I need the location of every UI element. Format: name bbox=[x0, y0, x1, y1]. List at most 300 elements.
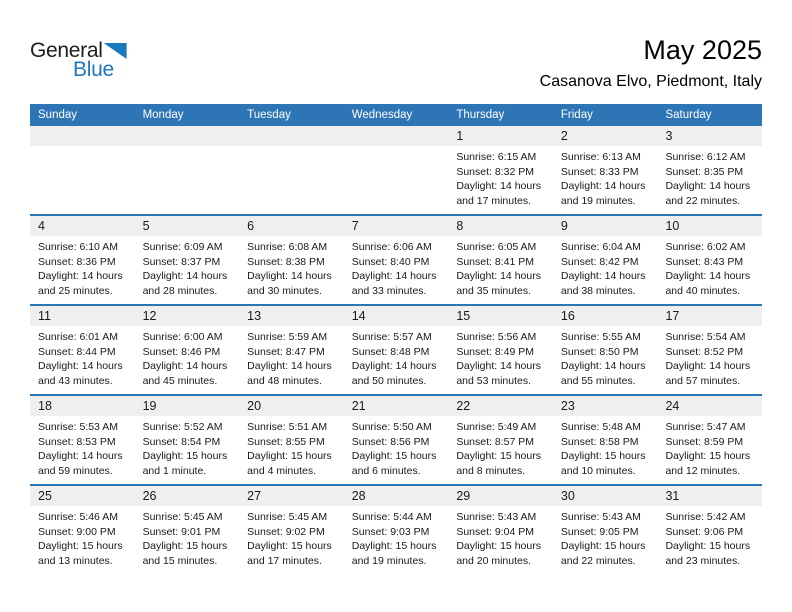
sunset-line bbox=[456, 255, 547, 270]
date-number: 1 bbox=[448, 126, 553, 146]
date-number: 23 bbox=[553, 396, 658, 416]
daylight-line bbox=[665, 179, 756, 208]
daylight-value: 14 hours and 25 minutes. bbox=[38, 270, 123, 297]
sunrise-line bbox=[143, 420, 234, 435]
day-cell-6 bbox=[239, 216, 344, 304]
sunset-value: 9:00 PM bbox=[76, 525, 116, 538]
day-cell-18 bbox=[30, 396, 135, 484]
sunset-label: Sunset: bbox=[38, 255, 74, 268]
sunset-line bbox=[561, 165, 652, 180]
daylight-line bbox=[456, 449, 547, 478]
daylight-value: 14 hours and 30 minutes. bbox=[247, 270, 332, 297]
daylight-value: 14 hours and 28 minutes. bbox=[142, 270, 228, 297]
sunset-line bbox=[143, 435, 234, 450]
sunrise-value: 6:04 AM bbox=[602, 241, 641, 253]
sunrise-label: Sunrise: bbox=[560, 151, 600, 163]
weekday-header-row bbox=[30, 104, 762, 126]
week-row-1 bbox=[30, 126, 762, 214]
date-number: 12 bbox=[135, 306, 240, 326]
sunrise-line bbox=[352, 330, 443, 345]
sunset-line bbox=[665, 345, 756, 360]
sunrise-label: Sunrise: bbox=[351, 511, 391, 523]
sunset-value: 8:43 PM bbox=[704, 255, 744, 268]
daylight-value: 15 hours and 23 minutes. bbox=[665, 540, 751, 567]
sunrise-value: 6:01 AM bbox=[79, 331, 118, 343]
daylight-label: Daylight: bbox=[665, 270, 707, 283]
logo-text-blue: Blue bbox=[73, 58, 114, 81]
day-cell-16 bbox=[553, 306, 658, 394]
day-cell-26 bbox=[135, 486, 240, 574]
sunset-line bbox=[665, 525, 756, 540]
sunset-label: Sunset: bbox=[247, 525, 283, 538]
sunset-line bbox=[38, 435, 129, 450]
daylight-label: Daylight: bbox=[38, 450, 79, 463]
daylight-line bbox=[38, 269, 129, 298]
sunset-label: Sunset: bbox=[351, 435, 388, 448]
sunset-label: Sunset: bbox=[247, 435, 283, 448]
sunset-label: Sunset: bbox=[665, 165, 702, 178]
calendar-table bbox=[30, 104, 762, 574]
daylight-value: 14 hours and 17 minutes. bbox=[456, 180, 541, 207]
sunset-value: 8:49 PM bbox=[494, 345, 534, 358]
sunset-label: Sunset: bbox=[665, 345, 702, 358]
day-cell-31 bbox=[657, 486, 762, 574]
sunrise-label: Sunrise: bbox=[456, 241, 495, 253]
sunrise-label: Sunrise: bbox=[247, 511, 286, 523]
daylight-line bbox=[352, 359, 443, 388]
daylight-line bbox=[561, 449, 652, 478]
daylight-line bbox=[38, 449, 129, 478]
sunrise-value: 6:10 AM bbox=[79, 241, 118, 253]
daylight-value: 15 hours and 8 minutes. bbox=[456, 450, 541, 477]
sunset-value: 8:55 PM bbox=[285, 435, 325, 448]
sunrise-value: 5:43 AM bbox=[497, 511, 537, 523]
daylight-label: Daylight: bbox=[665, 360, 707, 373]
sunset-value: 8:54 PM bbox=[181, 435, 221, 448]
sunset-line bbox=[38, 525, 129, 540]
sunset-label: Sunset: bbox=[142, 435, 179, 448]
sunrise-line bbox=[561, 330, 652, 345]
sunset-value: 9:03 PM bbox=[390, 525, 430, 538]
sunrise-label: Sunrise: bbox=[560, 331, 600, 343]
sunset-value: 8:37 PM bbox=[181, 255, 221, 268]
daylight-value: 15 hours and 1 minute. bbox=[142, 450, 228, 477]
sunrise-line bbox=[665, 420, 756, 435]
daylight-label: Daylight: bbox=[560, 540, 602, 553]
date-number: 28 bbox=[344, 486, 449, 506]
daylight-label: Daylight: bbox=[351, 270, 393, 283]
daylight-value: 14 hours and 57 minutes. bbox=[665, 360, 751, 387]
date-number: 31 bbox=[657, 486, 762, 506]
sunrise-label: Sunrise: bbox=[247, 421, 286, 433]
day-info bbox=[657, 236, 762, 298]
daylight-line bbox=[143, 539, 234, 568]
daylight-line bbox=[247, 539, 338, 568]
sunset-label: Sunset: bbox=[560, 165, 597, 178]
daylight-label: Daylight: bbox=[38, 360, 79, 373]
sunset-label: Sunset: bbox=[456, 165, 492, 178]
daylight-label: Daylight: bbox=[351, 540, 393, 553]
sunrise-line bbox=[352, 420, 443, 435]
sunrise-value: 5:42 AM bbox=[706, 511, 746, 523]
daylight-line bbox=[143, 359, 234, 388]
sunrise-value: 5:55 AM bbox=[602, 331, 641, 343]
sunrise-line bbox=[247, 420, 338, 435]
daylight-label: Daylight: bbox=[456, 540, 498, 553]
day-info bbox=[30, 506, 135, 568]
sunset-label: Sunset: bbox=[665, 435, 702, 448]
day-cell-14 bbox=[344, 306, 449, 394]
weekday-header-friday: Friday bbox=[560, 109, 593, 121]
sunrise-label: Sunrise: bbox=[665, 421, 704, 433]
sunset-value: 8:48 PM bbox=[390, 345, 430, 358]
date-number: 3 bbox=[657, 126, 762, 146]
sunrise-value: 6:13 AM bbox=[602, 151, 641, 163]
date-number: 24 bbox=[657, 396, 762, 416]
date-number: 13 bbox=[239, 306, 344, 326]
date-strip-empty bbox=[30, 126, 135, 146]
daylight-line bbox=[456, 539, 547, 568]
sunset-value: 8:58 PM bbox=[599, 435, 639, 448]
sunset-value: 8:38 PM bbox=[285, 255, 325, 268]
sunrise-value: 6:05 AM bbox=[497, 241, 537, 253]
daylight-label: Daylight: bbox=[247, 270, 289, 283]
date-number: 10 bbox=[657, 216, 762, 236]
sunset-value: 8:33 PM bbox=[599, 165, 639, 178]
sunset-line bbox=[143, 525, 234, 540]
week-row-5 bbox=[30, 484, 762, 574]
sunrise-value: 5:45 AM bbox=[288, 511, 328, 523]
sunset-value: 8:42 PM bbox=[599, 255, 639, 268]
day-info bbox=[448, 326, 553, 388]
day-cell-2 bbox=[553, 126, 658, 214]
sunset-line bbox=[352, 525, 443, 540]
logo-triangle-icon bbox=[104, 43, 127, 59]
date-number: 22 bbox=[448, 396, 553, 416]
week-row-3 bbox=[30, 304, 762, 394]
sunset-line bbox=[247, 525, 338, 540]
sunrise-label: Sunrise: bbox=[38, 241, 77, 253]
logo-text-general: General bbox=[30, 39, 103, 62]
daylight-value: 15 hours and 13 minutes. bbox=[38, 540, 123, 567]
sunset-value: 9:02 PM bbox=[285, 525, 325, 538]
sunset-value: 8:50 PM bbox=[599, 345, 639, 358]
sunset-label: Sunset: bbox=[456, 345, 492, 358]
day-info bbox=[344, 326, 449, 388]
weekday-header-saturday: Saturday bbox=[665, 109, 712, 121]
sunset-value: 8:44 PM bbox=[76, 345, 116, 358]
sunrise-line bbox=[38, 240, 129, 255]
daylight-line bbox=[561, 179, 652, 208]
sunset-value: 9:01 PM bbox=[181, 525, 221, 538]
sunrise-value: 5:48 AM bbox=[602, 421, 641, 433]
daylight-label: Daylight: bbox=[247, 360, 289, 373]
sunrise-label: Sunrise: bbox=[560, 511, 600, 523]
sunrise-label: Sunrise: bbox=[351, 241, 391, 253]
daylight-value: 14 hours and 43 minutes. bbox=[38, 360, 123, 387]
daylight-value: 14 hours and 50 minutes. bbox=[351, 360, 437, 387]
sunset-label: Sunset: bbox=[142, 525, 179, 538]
daylight-value: 14 hours and 35 minutes. bbox=[456, 270, 541, 297]
daylight-label: Daylight: bbox=[560, 270, 602, 283]
weekday-header-tuesday: Tuesday bbox=[247, 109, 291, 121]
date-number: 14 bbox=[344, 306, 449, 326]
sunrise-line bbox=[38, 510, 129, 525]
daylight-value: 15 hours and 22 minutes. bbox=[560, 540, 646, 567]
date-number: 16 bbox=[553, 306, 658, 326]
sunset-label: Sunset: bbox=[351, 525, 388, 538]
sunrise-label: Sunrise: bbox=[38, 331, 77, 343]
sunrise-label: Sunrise: bbox=[456, 511, 495, 523]
week-row-4 bbox=[30, 394, 762, 484]
sunset-label: Sunset: bbox=[560, 525, 597, 538]
sunset-value: 8:35 PM bbox=[704, 165, 744, 178]
date-strip-empty bbox=[239, 126, 344, 146]
sunset-label: Sunset: bbox=[38, 345, 74, 358]
daylight-label: Daylight: bbox=[142, 360, 184, 373]
sunrise-label: Sunrise: bbox=[142, 421, 182, 433]
sunrise-value: 5:56 AM bbox=[497, 331, 537, 343]
page-subtitle: Casanova Elvo, Piedmont, Italy bbox=[539, 73, 762, 90]
day-cell-21 bbox=[344, 396, 449, 484]
sunset-label: Sunset: bbox=[560, 345, 597, 358]
sunrise-line bbox=[143, 330, 234, 345]
sunrise-label: Sunrise: bbox=[351, 331, 391, 343]
sunrise-label: Sunrise: bbox=[560, 241, 600, 253]
day-info bbox=[239, 326, 344, 388]
daylight-line bbox=[665, 539, 756, 568]
sunrise-line bbox=[38, 420, 129, 435]
sunrise-label: Sunrise: bbox=[456, 331, 495, 343]
sunset-label: Sunset: bbox=[665, 255, 702, 268]
daylight-line bbox=[665, 449, 756, 478]
sunrise-value: 5:51 AM bbox=[288, 421, 328, 433]
sunset-line bbox=[665, 165, 756, 180]
daylight-line bbox=[561, 269, 652, 298]
sunrise-value: 5:59 AM bbox=[288, 331, 328, 343]
day-cell-28 bbox=[344, 486, 449, 574]
day-info bbox=[344, 236, 449, 298]
daylight-value: 15 hours and 4 minutes. bbox=[247, 450, 332, 477]
sunrise-line bbox=[456, 150, 547, 165]
day-cell-8 bbox=[448, 216, 553, 304]
date-number: 19 bbox=[135, 396, 240, 416]
daylight-value: 14 hours and 38 minutes. bbox=[560, 270, 646, 297]
weekday-header-wednesday: Wednesday bbox=[351, 109, 413, 121]
sunset-value: 8:41 PM bbox=[494, 255, 534, 268]
daylight-value: 14 hours and 22 minutes. bbox=[665, 180, 751, 207]
sunset-label: Sunset: bbox=[665, 525, 702, 538]
daylight-value: 14 hours and 48 minutes. bbox=[247, 360, 332, 387]
day-cell-24 bbox=[657, 396, 762, 484]
day-info bbox=[553, 326, 658, 388]
daylight-value: 15 hours and 19 minutes. bbox=[351, 540, 437, 567]
daylight-line bbox=[247, 449, 338, 478]
day-cell-23 bbox=[553, 396, 658, 484]
date-number: 27 bbox=[239, 486, 344, 506]
sunset-line bbox=[38, 255, 129, 270]
daylight-line bbox=[456, 269, 547, 298]
sunset-line bbox=[561, 525, 652, 540]
date-strip-empty bbox=[135, 126, 240, 146]
sunset-line bbox=[352, 255, 443, 270]
sunset-value: 9:05 PM bbox=[599, 525, 639, 538]
day-cell-22 bbox=[448, 396, 553, 484]
sunrise-line bbox=[665, 150, 756, 165]
day-cell-17 bbox=[657, 306, 762, 394]
sunset-value: 8:56 PM bbox=[390, 435, 430, 448]
day-cell-12 bbox=[135, 306, 240, 394]
day-cell-1 bbox=[448, 126, 553, 214]
daylight-line bbox=[38, 539, 129, 568]
sunrise-line bbox=[561, 150, 652, 165]
day-cell-29 bbox=[448, 486, 553, 574]
sunset-line bbox=[561, 435, 652, 450]
sunrise-value: 6:09 AM bbox=[184, 241, 223, 253]
sunrise-value: 6:00 AM bbox=[184, 331, 223, 343]
daylight-label: Daylight: bbox=[456, 450, 498, 463]
daylight-line bbox=[561, 539, 652, 568]
day-cell-10 bbox=[657, 216, 762, 304]
day-cell-20 bbox=[239, 396, 344, 484]
sunset-label: Sunset: bbox=[560, 435, 597, 448]
sunrise-label: Sunrise: bbox=[247, 331, 286, 343]
sunrise-value: 6:08 AM bbox=[288, 241, 328, 253]
sunset-label: Sunset: bbox=[351, 255, 388, 268]
sunrise-value: 5:47 AM bbox=[706, 421, 746, 433]
sunrise-label: Sunrise: bbox=[142, 331, 182, 343]
daylight-value: 15 hours and 15 minutes. bbox=[142, 540, 228, 567]
sunrise-label: Sunrise: bbox=[456, 421, 495, 433]
sunrise-line bbox=[247, 510, 338, 525]
day-cell-11 bbox=[30, 306, 135, 394]
sunset-label: Sunset: bbox=[38, 435, 74, 448]
day-cell-25 bbox=[30, 486, 135, 574]
day-info bbox=[135, 416, 240, 478]
date-number: 11 bbox=[30, 306, 135, 326]
day-cell-4 bbox=[30, 216, 135, 304]
day-info bbox=[553, 236, 658, 298]
daylight-label: Daylight: bbox=[351, 450, 393, 463]
daylight-line bbox=[456, 179, 547, 208]
sunrise-line bbox=[561, 510, 652, 525]
day-info bbox=[448, 236, 553, 298]
daylight-value: 15 hours and 6 minutes. bbox=[351, 450, 437, 477]
sunset-label: Sunset: bbox=[456, 255, 492, 268]
daylight-value: 15 hours and 17 minutes. bbox=[247, 540, 332, 567]
sunset-line bbox=[665, 255, 756, 270]
weekday-header-monday: Monday bbox=[142, 109, 184, 121]
date-number: 15 bbox=[448, 306, 553, 326]
sunrise-value: 5:44 AM bbox=[393, 511, 432, 523]
sunset-label: Sunset: bbox=[247, 255, 283, 268]
weekday-header-sunday: Sunday bbox=[38, 109, 78, 121]
day-info bbox=[657, 326, 762, 388]
day-info bbox=[135, 326, 240, 388]
daylight-line bbox=[665, 269, 756, 298]
sunrise-value: 5:53 AM bbox=[79, 421, 118, 433]
day-cell-7 bbox=[344, 216, 449, 304]
sunrise-label: Sunrise: bbox=[142, 241, 182, 253]
daylight-label: Daylight: bbox=[560, 180, 602, 193]
date-number: 18 bbox=[30, 396, 135, 416]
daylight-label: Daylight: bbox=[38, 270, 79, 283]
sunrise-label: Sunrise: bbox=[665, 511, 704, 523]
sunset-label: Sunset: bbox=[142, 255, 179, 268]
sunset-value: 8:46 PM bbox=[181, 345, 221, 358]
day-cell-empty bbox=[344, 126, 449, 214]
daylight-line bbox=[38, 359, 129, 388]
day-info bbox=[657, 506, 762, 568]
date-number: 21 bbox=[344, 396, 449, 416]
sunrise-value: 6:15 AM bbox=[497, 151, 537, 163]
sunset-label: Sunset: bbox=[560, 255, 597, 268]
sunset-label: Sunset: bbox=[142, 345, 179, 358]
day-cell-13 bbox=[239, 306, 344, 394]
sunrise-value: 6:12 AM bbox=[706, 151, 746, 163]
sunset-value: 8:32 PM bbox=[494, 165, 534, 178]
sunset-label: Sunset: bbox=[456, 525, 492, 538]
daylight-label: Daylight: bbox=[665, 450, 707, 463]
day-info bbox=[553, 416, 658, 478]
date-number: 6 bbox=[239, 216, 344, 236]
sunrise-line bbox=[456, 420, 547, 435]
sunrise-line bbox=[456, 330, 547, 345]
sunset-line bbox=[247, 345, 338, 360]
weekday-header-thursday: Thursday bbox=[456, 109, 505, 121]
sunset-label: Sunset: bbox=[38, 525, 74, 538]
daylight-line bbox=[352, 539, 443, 568]
daylight-line bbox=[352, 449, 443, 478]
sunrise-value: 5:50 AM bbox=[393, 421, 432, 433]
daylight-label: Daylight: bbox=[142, 270, 184, 283]
date-number: 26 bbox=[135, 486, 240, 506]
day-cell-5 bbox=[135, 216, 240, 304]
daylight-label: Daylight: bbox=[560, 450, 602, 463]
day-cell-empty bbox=[30, 126, 135, 214]
date-number: 30 bbox=[553, 486, 658, 506]
sunset-value: 8:59 PM bbox=[704, 435, 744, 448]
daylight-label: Daylight: bbox=[665, 540, 707, 553]
page-title: May 2025 bbox=[643, 35, 762, 65]
daylight-label: Daylight: bbox=[665, 180, 707, 193]
sunrise-label: Sunrise: bbox=[247, 241, 286, 253]
sunset-line bbox=[665, 435, 756, 450]
sunset-label: Sunset: bbox=[247, 345, 283, 358]
daylight-label: Daylight: bbox=[456, 180, 498, 193]
daylight-value: 14 hours and 40 minutes. bbox=[665, 270, 751, 297]
daylight-label: Daylight: bbox=[247, 450, 289, 463]
date-number: 9 bbox=[553, 216, 658, 236]
date-number: 25 bbox=[30, 486, 135, 506]
sunrise-value: 5:45 AM bbox=[184, 511, 223, 523]
daylight-value: 14 hours and 33 minutes. bbox=[351, 270, 437, 297]
sunset-line bbox=[456, 345, 547, 360]
daylight-line bbox=[247, 359, 338, 388]
sunrise-line bbox=[247, 240, 338, 255]
day-cell-empty bbox=[239, 126, 344, 214]
sunset-value: 8:40 PM bbox=[390, 255, 430, 268]
daylight-label: Daylight: bbox=[456, 360, 498, 373]
daylight-value: 15 hours and 20 minutes. bbox=[456, 540, 541, 567]
day-cell-empty bbox=[135, 126, 240, 214]
daylight-value: 14 hours and 59 minutes. bbox=[38, 450, 123, 477]
daylight-line bbox=[247, 269, 338, 298]
sunset-line bbox=[247, 255, 338, 270]
date-number: 2 bbox=[553, 126, 658, 146]
sunrise-label: Sunrise: bbox=[665, 151, 704, 163]
sunset-line bbox=[456, 165, 547, 180]
